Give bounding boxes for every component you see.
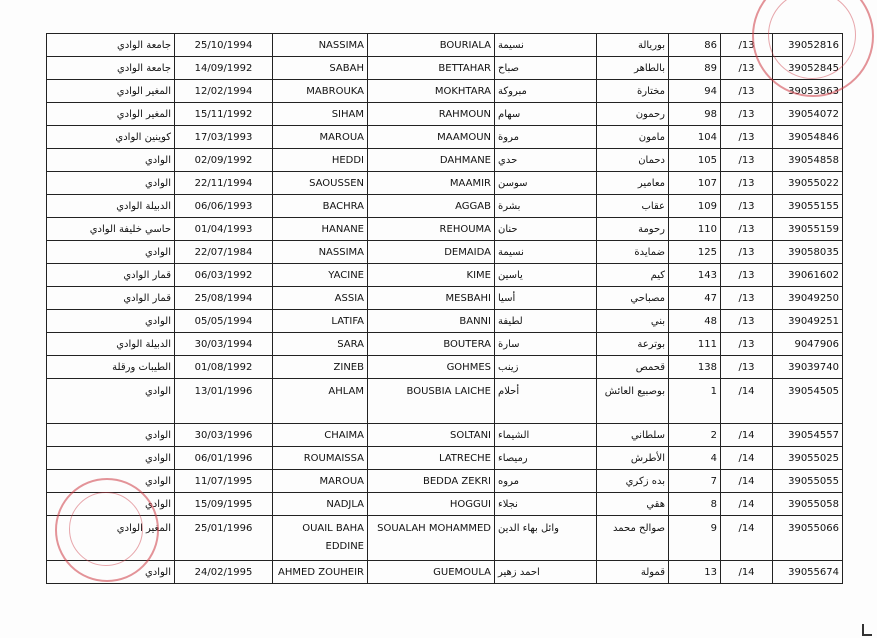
row-group: /14 (721, 561, 773, 584)
row-first-name-arabic: مروه (495, 470, 597, 493)
row-number: 138 (669, 356, 721, 379)
row-place: كوينين الوادي (47, 126, 175, 149)
row-student-id: 39054858 (773, 149, 843, 172)
row-group: /13 (721, 310, 773, 333)
row-last-name-arabic: رحمون (597, 103, 669, 126)
row-student-id: 39055066 (773, 516, 843, 561)
row-last-name-latin: SOUALAH MOHAMMED (368, 516, 495, 561)
row-student-id: 39055155 (773, 195, 843, 218)
row-student-id: 39061602 (773, 264, 843, 287)
row-last-name-arabic: كيم (597, 264, 669, 287)
row-birth-date: 02/09/1992 (175, 149, 273, 172)
row-last-name-arabic: رحومة (597, 218, 669, 241)
table-row (47, 264, 843, 287)
row-student-id: 39054505 (773, 379, 843, 424)
row-last-name-arabic: صوالح محمد (597, 516, 669, 561)
row-number: 8 (669, 493, 721, 516)
crop-mark-icon (862, 624, 872, 636)
row-birth-date: 06/01/1996 (175, 447, 273, 470)
row-first-name-arabic: احمد زهير (495, 561, 597, 584)
row-birth-date: 05/05/1994 (175, 310, 273, 333)
row-group: /13 (721, 103, 773, 126)
row-number: 9 (669, 516, 721, 561)
row-first-name-arabic: ياسين (495, 264, 597, 287)
table-row (47, 218, 843, 241)
row-first-name-latin: HANANE (273, 218, 368, 241)
row-birth-date: 06/03/1992 (175, 264, 273, 287)
row-last-name-arabic: دحمان (597, 149, 669, 172)
row-first-name-latin: MAROUA (273, 470, 368, 493)
row-last-name-arabic: مختارة (597, 80, 669, 103)
row-first-name-arabic: سهام (495, 103, 597, 126)
row-first-name-arabic: أحلام (495, 379, 597, 424)
row-group: /13 (721, 241, 773, 264)
table-row (47, 470, 843, 493)
row-student-id: 39055025 (773, 447, 843, 470)
row-birth-date: 11/07/1995 (175, 470, 273, 493)
row-last-name-arabic: بوريالة (597, 34, 669, 57)
row-last-name-latin: BOUTERA (368, 333, 495, 356)
row-place: الدبيلة الوادي (47, 333, 175, 356)
row-group: /13 (721, 149, 773, 172)
row-birth-date: 30/03/1996 (175, 424, 273, 447)
row-first-name-arabic: أسيا (495, 287, 597, 310)
row-first-name-arabic: زينب (495, 356, 597, 379)
row-birth-date: 25/01/1996 (175, 516, 273, 561)
row-last-name-latin: REHOUMA (368, 218, 495, 241)
row-birth-date: 01/04/1993 (175, 218, 273, 241)
table-row (47, 80, 843, 103)
row-first-name-latin: NADJLA (273, 493, 368, 516)
row-last-name-latin: MAAMOUN (368, 126, 495, 149)
table-row (47, 34, 843, 57)
row-last-name-latin: DEMAIDA (368, 241, 495, 264)
row-last-name-arabic: الأطرش (597, 447, 669, 470)
row-number: 143 (669, 264, 721, 287)
row-number: 98 (669, 103, 721, 126)
row-number: 94 (669, 80, 721, 103)
row-place: الوادي (47, 561, 175, 584)
row-first-name-latin: OUAIL BAHA EDDINE (273, 516, 368, 561)
row-place: الدبيلة الوادي (47, 195, 175, 218)
row-first-name-latin: AHLAM (273, 379, 368, 424)
row-student-id: 39055674 (773, 561, 843, 584)
official-stamp-left (55, 478, 159, 582)
row-student-id: 9047906 (773, 333, 843, 356)
row-student-id: 39055055 (773, 470, 843, 493)
row-last-name-arabic: معامير (597, 172, 669, 195)
table-row (47, 57, 843, 80)
row-student-id: 39049250 (773, 287, 843, 310)
row-group: /13 (721, 287, 773, 310)
row-first-name-arabic: لطيفة (495, 310, 597, 333)
row-number: 48 (669, 310, 721, 333)
row-first-name-arabic: بشرة (495, 195, 597, 218)
row-first-name-latin: LATIFA (273, 310, 368, 333)
row-place: الوادي (47, 447, 175, 470)
row-birth-date: 22/11/1994 (175, 172, 273, 195)
row-first-name-latin: HEDDI (273, 149, 368, 172)
row-number: 105 (669, 149, 721, 172)
table-row (47, 195, 843, 218)
row-last-name-latin: BOURIALA (368, 34, 495, 57)
row-last-name-arabic: بوترعة (597, 333, 669, 356)
row-last-name-arabic: قحمص (597, 356, 669, 379)
row-place: المغير الوادي (47, 516, 175, 561)
row-place: الوادي (47, 470, 175, 493)
row-first-name-latin: MABROUKA (273, 80, 368, 103)
row-group: /13 (721, 356, 773, 379)
row-first-name-arabic: سارة (495, 333, 597, 356)
student-roster-table (46, 33, 843, 584)
row-number: 104 (669, 126, 721, 149)
row-last-name-latin: RAHMOUN (368, 103, 495, 126)
table-row (47, 126, 843, 149)
row-first-name-latin: ROUMAISSA (273, 447, 368, 470)
row-student-id: 39049251 (773, 310, 843, 333)
row-last-name-latin: BANNI (368, 310, 495, 333)
row-first-name-arabic: سوسن (495, 172, 597, 195)
row-first-name-latin: NASSIMA (273, 34, 368, 57)
row-number: 111 (669, 333, 721, 356)
row-student-id: 39053863 (773, 80, 843, 103)
row-last-name-latin: DAHMANE (368, 149, 495, 172)
row-last-name-arabic: بني (597, 310, 669, 333)
row-group: /14 (721, 379, 773, 424)
row-place: قمار الوادي (47, 264, 175, 287)
row-last-name-latin: GOHMES (368, 356, 495, 379)
row-last-name-arabic: بالطاهر (597, 57, 669, 80)
table-row (47, 241, 843, 264)
row-birth-date: 13/01/1996 (175, 379, 273, 424)
row-number: 109 (669, 195, 721, 218)
row-last-name-arabic: بده زكري (597, 470, 669, 493)
row-birth-date: 17/03/1993 (175, 126, 273, 149)
row-last-name-latin: SOLTANI (368, 424, 495, 447)
row-place: الوادي (47, 424, 175, 447)
row-place: الطيبات ورقلة (47, 356, 175, 379)
row-first-name-latin: SARA (273, 333, 368, 356)
row-first-name-arabic: نسيمة (495, 34, 597, 57)
row-group: /13 (721, 264, 773, 287)
row-last-name-arabic: مامون (597, 126, 669, 149)
row-first-name-latin: BACHRA (273, 195, 368, 218)
row-student-id: 39055159 (773, 218, 843, 241)
row-group: /13 (721, 172, 773, 195)
row-group: /13 (721, 218, 773, 241)
row-group: /13 (721, 57, 773, 80)
row-last-name-arabic: سلطاني (597, 424, 669, 447)
row-group: /14 (721, 516, 773, 561)
row-group: /13 (721, 80, 773, 103)
table-row (47, 333, 843, 356)
row-student-id: 39052816 (773, 34, 843, 57)
row-place: المغير الوادي (47, 103, 175, 126)
row-last-name-arabic: هقي (597, 493, 669, 516)
row-place: الوادي (47, 310, 175, 333)
row-group: /14 (721, 470, 773, 493)
row-place: جامعة الوادي (47, 57, 175, 80)
table-row (47, 172, 843, 195)
row-first-name-latin: CHAIMA (273, 424, 368, 447)
table-row (47, 310, 843, 333)
row-first-name-arabic: رميصاء (495, 447, 597, 470)
row-first-name-latin: NASSIMA (273, 241, 368, 264)
row-first-name-latin: MAROUA (273, 126, 368, 149)
row-birth-date: 15/09/1995 (175, 493, 273, 516)
row-student-id: 39055022 (773, 172, 843, 195)
row-last-name-latin: BOUSBIA LAICHE (368, 379, 495, 424)
row-first-name-latin: ZINEB (273, 356, 368, 379)
table-row (47, 424, 843, 447)
row-place: حاسي خليفة الوادي (47, 218, 175, 241)
row-birth-date: 30/03/1994 (175, 333, 273, 356)
table-row (47, 561, 843, 584)
row-number: 1 (669, 379, 721, 424)
row-first-name-latin: YACINE (273, 264, 368, 287)
row-first-name-arabic: مبروكة (495, 80, 597, 103)
row-birth-date: 25/10/1994 (175, 34, 273, 57)
row-last-name-latin: MAAMIR (368, 172, 495, 195)
row-place: الوادي (47, 493, 175, 516)
table-row (47, 516, 843, 561)
row-last-name-arabic: مصباحي (597, 287, 669, 310)
row-birth-date: 22/07/1984 (175, 241, 273, 264)
table-row (47, 149, 843, 172)
table-row (47, 356, 843, 379)
row-group: /13 (721, 126, 773, 149)
row-place: الوادي (47, 149, 175, 172)
row-place: قمار الوادي (47, 287, 175, 310)
row-last-name-latin: MESBAHI (368, 287, 495, 310)
row-last-name-latin: MOKHTARA (368, 80, 495, 103)
row-first-name-arabic: نسيمة (495, 241, 597, 264)
row-first-name-latin: SAOUSSEN (273, 172, 368, 195)
row-first-name-arabic: مروة (495, 126, 597, 149)
row-first-name-arabic: الشيماء (495, 424, 597, 447)
row-first-name-arabic: نجلاء (495, 493, 597, 516)
row-place: الوادي (47, 241, 175, 264)
row-last-name-latin: GUEMOULA (368, 561, 495, 584)
row-first-name-latin: AHMED ZOUHEIR (273, 561, 368, 584)
row-number: 2 (669, 424, 721, 447)
row-first-name-arabic: صباح (495, 57, 597, 80)
row-student-id: 39039740 (773, 356, 843, 379)
row-birth-date: 15/11/1992 (175, 103, 273, 126)
row-birth-date: 12/02/1994 (175, 80, 273, 103)
row-place: الوادي (47, 379, 175, 424)
row-student-id: 39054846 (773, 126, 843, 149)
row-place: جامعة الوادي (47, 34, 175, 57)
row-number: 110 (669, 218, 721, 241)
row-birth-date: 14/09/1992 (175, 57, 273, 80)
row-first-name-arabic: وائل بهاء الدين (495, 516, 597, 561)
row-group: /13 (721, 34, 773, 57)
row-birth-date: 06/06/1993 (175, 195, 273, 218)
row-last-name-arabic: ضمايدة (597, 241, 669, 264)
row-first-name-arabic: حدي (495, 149, 597, 172)
row-group: /14 (721, 493, 773, 516)
row-student-id: 39052845 (773, 57, 843, 80)
row-number: 125 (669, 241, 721, 264)
table-row (47, 379, 843, 424)
row-number: 47 (669, 287, 721, 310)
row-number: 86 (669, 34, 721, 57)
row-birth-date: 24/02/1995 (175, 561, 273, 584)
row-last-name-latin: AGGAB (368, 195, 495, 218)
row-student-id: 39058035 (773, 241, 843, 264)
row-last-name-latin: BEDDA ZEKRI (368, 470, 495, 493)
row-number: 7 (669, 470, 721, 493)
row-place: الوادي (47, 172, 175, 195)
row-number: 107 (669, 172, 721, 195)
table-row (47, 493, 843, 516)
row-last-name-arabic: بوصبيع العائش (597, 379, 669, 424)
table-row (47, 103, 843, 126)
row-first-name-latin: SIHAM (273, 103, 368, 126)
row-last-name-latin: LATRECHE (368, 447, 495, 470)
row-last-name-latin: BETTAHAR (368, 57, 495, 80)
row-birth-date: 01/08/1992 (175, 356, 273, 379)
row-last-name-latin: KIME (368, 264, 495, 287)
row-birth-date: 25/08/1994 (175, 287, 273, 310)
row-group: /14 (721, 424, 773, 447)
row-number: 89 (669, 57, 721, 80)
row-first-name-arabic: حنان (495, 218, 597, 241)
row-student-id: 39054072 (773, 103, 843, 126)
row-group: /14 (721, 447, 773, 470)
row-first-name-latin: ASSIA (273, 287, 368, 310)
row-student-id: 39055058 (773, 493, 843, 516)
row-last-name-latin: HOGGUI (368, 493, 495, 516)
row-place: المغير الوادي (47, 80, 175, 103)
row-number: 4 (669, 447, 721, 470)
roster-body (47, 34, 843, 584)
table-row (47, 447, 843, 470)
row-last-name-arabic: عقاب (597, 195, 669, 218)
row-last-name-arabic: قمولة (597, 561, 669, 584)
table-row (47, 287, 843, 310)
row-first-name-latin: SABAH (273, 57, 368, 80)
row-group: /13 (721, 195, 773, 218)
row-group: /13 (721, 333, 773, 356)
row-student-id: 39054557 (773, 424, 843, 447)
row-number: 13 (669, 561, 721, 584)
